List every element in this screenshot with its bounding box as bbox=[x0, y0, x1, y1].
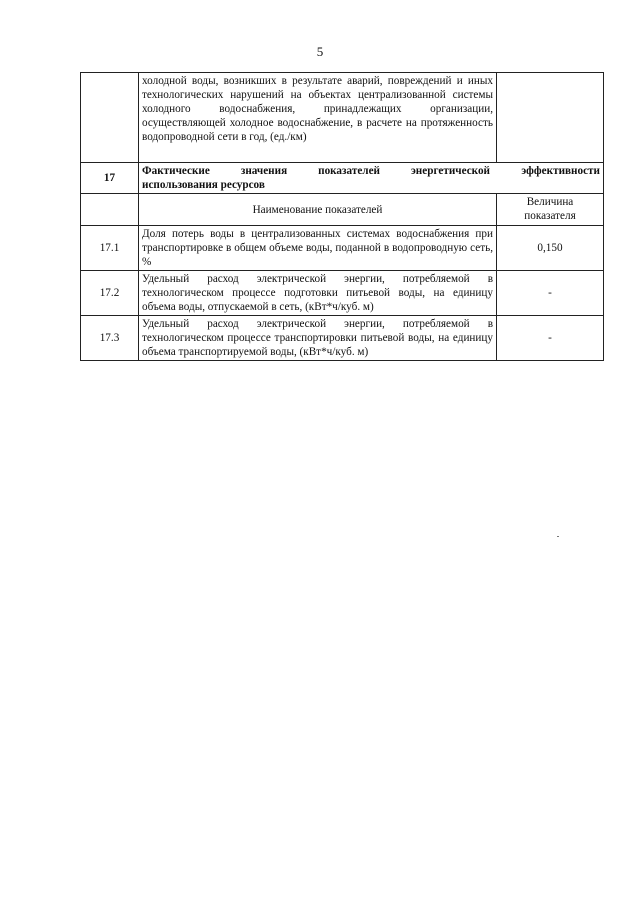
row-value: - bbox=[497, 316, 604, 361]
row-number: 17.2 bbox=[81, 271, 139, 316]
table-row-header bbox=[81, 194, 604, 226]
row-number: 17.1 bbox=[81, 226, 139, 271]
section-title-line2: использования ресурсов bbox=[142, 179, 265, 191]
cell-number-empty bbox=[81, 73, 139, 163]
header-number-empty bbox=[81, 194, 139, 226]
table-row-continued bbox=[81, 73, 604, 163]
section-number: 17 bbox=[81, 163, 139, 194]
section-title bbox=[139, 163, 604, 194]
row-value: - bbox=[497, 271, 604, 316]
row-text: Доля потерь воды в централизованных системах водоснабжения при транспортировке в общем объеме воды, поданной в водопроводную сеть, % bbox=[139, 226, 497, 271]
table-row bbox=[81, 226, 604, 271]
table-row bbox=[81, 271, 604, 316]
cell-continued-text: холодной воды, возникших в результате аварий, повреждений и иных технологических нарушений на объектах централизованной системы холодного водоснабжения, принадлежащих организации, осуществляющей холодное водоснабжение, в расчете на протяженность водопроводной сети в год, (ед./км) bbox=[139, 73, 497, 163]
row-text: Удельный расход электрической энергии, потребляемой в технологическом процессе подготовки питьевой воды, на единицу объема воды, отпускаемой в сеть, (кВт*ч/куб. м) bbox=[139, 271, 497, 316]
row-value: 0,150 bbox=[497, 226, 604, 271]
section-title-part2: эффективности bbox=[521, 165, 600, 177]
scan-speck bbox=[557, 536, 559, 537]
table-row-section bbox=[81, 163, 604, 194]
row-text: Удельный расход электрической энергии, потребляемой в технологическом процессе транспортировки питьевой воды, на единицу объема транспортируемой воды, (кВт*ч/куб. м) bbox=[139, 316, 497, 361]
header-name: Наименование показателей bbox=[139, 194, 497, 226]
indicators-table bbox=[80, 72, 604, 361]
table-row bbox=[81, 316, 604, 361]
cell-continued-value bbox=[497, 73, 604, 163]
page-number: 5 bbox=[316, 44, 324, 59]
section-title-part1: Фактические значения показателей энергетической bbox=[142, 165, 490, 177]
header-value: Величина показателя bbox=[497, 194, 604, 226]
row-number: 17.3 bbox=[81, 316, 139, 361]
